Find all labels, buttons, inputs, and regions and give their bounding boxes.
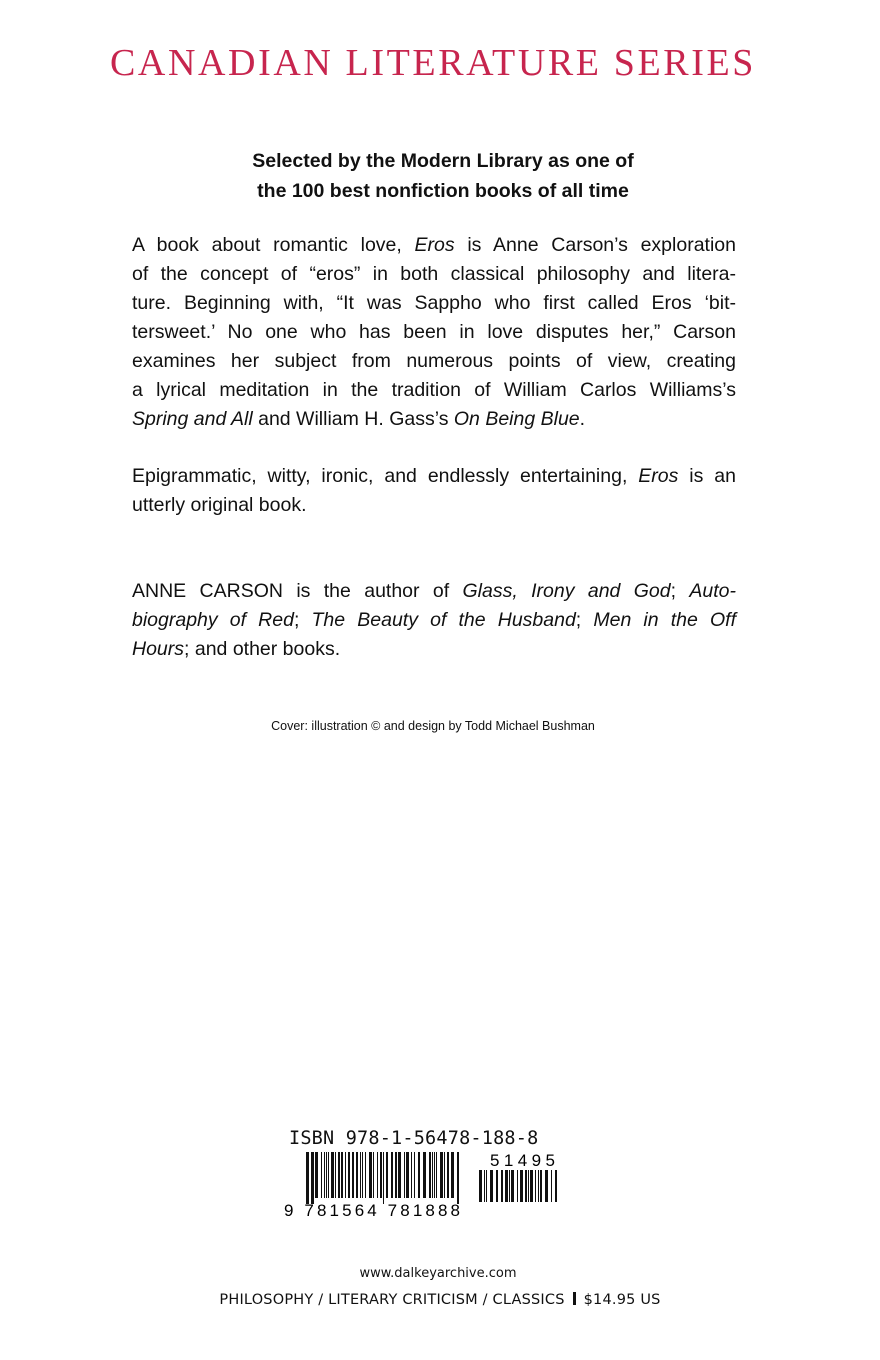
barcode-bar (324, 1152, 325, 1198)
book-title: Eros (638, 465, 679, 487)
barcode-bar (517, 1170, 518, 1202)
description-paragraph (132, 231, 736, 434)
headline (160, 146, 726, 206)
text-line: of the concept of “eros” in both classical philosophy and litera- (132, 263, 736, 285)
barcode-bar (345, 1152, 346, 1198)
barcode-addon-bars (479, 1170, 557, 1202)
text-span: ; (293, 609, 312, 631)
barcode-bar (528, 1170, 529, 1202)
text-span: ANNE CARSON is the author of (132, 580, 463, 602)
barcode-bar (414, 1152, 415, 1198)
barcode-bar (496, 1170, 498, 1202)
barcode-bar (479, 1170, 482, 1202)
barcode-bar (373, 1152, 374, 1198)
barcode-main-bars (306, 1152, 459, 1204)
book-title: Eros (414, 234, 455, 256)
barcode-bar (484, 1170, 485, 1202)
barcode-bar (535, 1170, 536, 1202)
barcode-bar (411, 1152, 412, 1198)
barcode-bar (555, 1170, 557, 1202)
summary-paragraph (132, 462, 736, 520)
text-line (132, 577, 736, 606)
footer-line (0, 1292, 880, 1308)
barcode-bar (525, 1170, 527, 1202)
barcode-bar (321, 1152, 322, 1198)
barcode-bar (348, 1152, 350, 1198)
barcode-bar (328, 1152, 329, 1198)
barcode-bar (551, 1170, 552, 1202)
text-line: utterly original book. (132, 494, 307, 516)
book-title: Hours (132, 638, 185, 660)
publisher-website[interactable]: www.dalkeyarchive.com (359, 1266, 517, 1281)
text-line: examines her subject from numerous points of view, creating (132, 350, 736, 372)
barcode-bar (352, 1152, 354, 1198)
barcode-bar (311, 1152, 314, 1204)
barcode-bar (509, 1170, 510, 1202)
barcode-main-digits: 9 781564 781888 (284, 1201, 460, 1220)
text-line: a lyrical meditation in the tradition of William Carlos Williams’s (132, 379, 736, 401)
barcode-bar (398, 1152, 401, 1198)
text-line (132, 606, 736, 635)
barcode-bar (341, 1152, 343, 1198)
barcode-bar (362, 1152, 363, 1198)
book-title: Men in the Off (593, 609, 736, 631)
text-line (132, 231, 736, 260)
barcode-bar (306, 1152, 309, 1204)
barcode-bar (404, 1152, 405, 1198)
barcode-bar (505, 1170, 508, 1202)
text-line (132, 635, 736, 664)
book-title: Glass, Irony and God (462, 580, 671, 602)
barcode-bar (395, 1152, 397, 1198)
barcode-bar (501, 1170, 503, 1202)
barcode-bar (429, 1152, 431, 1198)
text-span: is Anne Carson’s exploration (454, 234, 736, 256)
text-span: . (579, 408, 586, 430)
barcode-addon-digits: 51495 (490, 1151, 555, 1170)
series-title: CANADIAN LITERATURE SERIES (109, 42, 757, 84)
text-span: ; (575, 609, 594, 631)
barcode-bar (434, 1152, 435, 1198)
barcode-bar (457, 1152, 459, 1204)
barcode-bar (338, 1152, 340, 1198)
barcode-bar (447, 1152, 449, 1198)
cover-credit: Cover: illustration © and design by Todd Michael Bushman (271, 719, 595, 733)
barcode-bar (391, 1152, 393, 1198)
barcode-bar (335, 1152, 336, 1198)
text-span: A book about romantic love, (132, 234, 415, 256)
barcode-bar (538, 1170, 539, 1202)
price: $14.95 US (583, 1292, 661, 1308)
barcode-bar (440, 1152, 443, 1198)
barcode-bar (369, 1152, 372, 1198)
text-line: tersweet.’ No one who has been in love disputes her,” Carson (132, 321, 736, 343)
barcode-bar (331, 1152, 334, 1198)
barcode (280, 1150, 570, 1230)
text-span: ; (670, 580, 690, 602)
text-span: ; and other books. (184, 638, 341, 660)
barcode-bar (423, 1152, 426, 1198)
text-span: Epigrammatic, witty, ironic, and endlessly entertaining, (132, 465, 639, 487)
barcode-bar (380, 1152, 382, 1198)
barcode-bar (418, 1152, 420, 1198)
subject-categories: PHILOSOPHY / LITERARY CRITICISM / CLASSICS (219, 1292, 565, 1308)
barcode-bar (406, 1152, 409, 1198)
book-title: On Being Blue (453, 408, 580, 430)
barcode-bar (486, 1170, 487, 1202)
barcode-bar (365, 1152, 366, 1198)
text-line (132, 405, 736, 434)
barcode-bar (530, 1170, 533, 1202)
headline-line: Selected by the Modern Library as one of (252, 150, 634, 172)
barcode-bar (520, 1170, 523, 1202)
barcode-bar (315, 1152, 318, 1198)
barcode-bar (451, 1152, 454, 1198)
barcode-bar (360, 1152, 361, 1198)
barcode-bar (377, 1152, 378, 1198)
barcode-bar (432, 1152, 433, 1198)
barcode-bar (490, 1170, 493, 1202)
barcode-bar (383, 1152, 384, 1204)
book-title: Auto- (689, 580, 736, 602)
barcode-bar (436, 1152, 437, 1198)
barcode-bar (511, 1170, 514, 1202)
author-bio (132, 577, 736, 664)
headline-line: the 100 best nonfiction books of all time (257, 180, 629, 202)
book-title: Spring and All (132, 408, 253, 430)
isbn-label: ISBN 978-1-56478-188-8 (289, 1128, 539, 1149)
text-line (132, 462, 736, 491)
barcode-bar (540, 1170, 542, 1202)
barcode-bar (356, 1152, 358, 1198)
barcode-bar (326, 1152, 327, 1198)
barcode-bar (444, 1152, 445, 1198)
text-span: is an (678, 465, 737, 487)
barcode-bar (545, 1170, 548, 1202)
book-title: biography of Red (132, 609, 294, 631)
text-span: and William H. Gass’s (252, 408, 454, 430)
divider-bar (573, 1292, 576, 1305)
barcode-bar (386, 1152, 388, 1198)
text-line: ture. Beginning with, “It was Sappho who first called Eros ‘bit- (132, 292, 736, 314)
book-title: The Beauty of the Husband (311, 609, 576, 631)
